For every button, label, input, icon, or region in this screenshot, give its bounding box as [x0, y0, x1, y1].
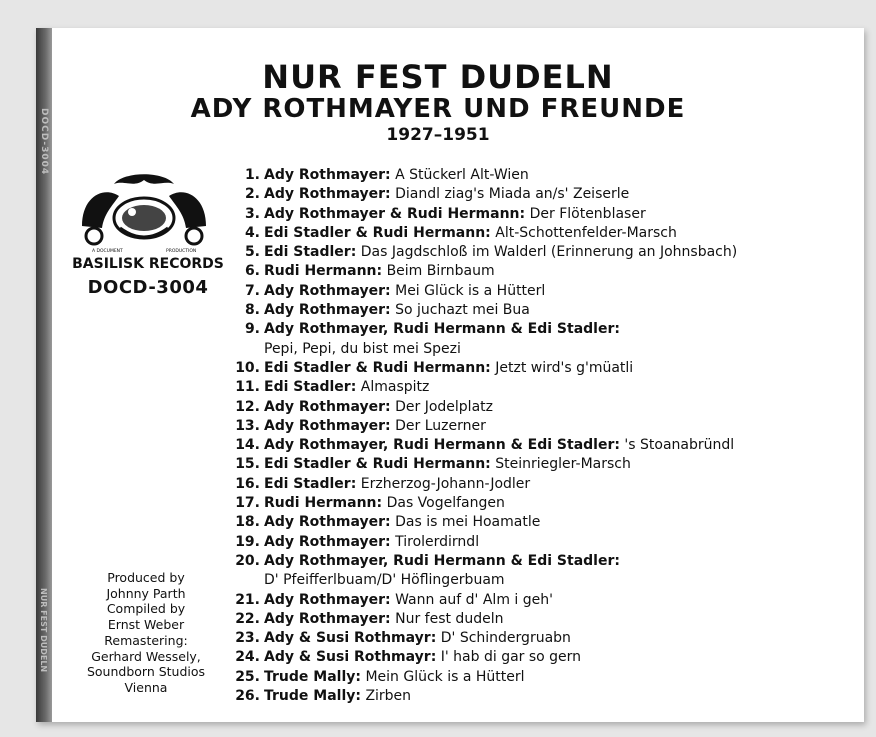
- track-artist: Rudi Hermann:: [264, 263, 383, 280]
- track-artist: Rudi Hermann:: [264, 495, 383, 512]
- track-artist: Ady Rothmayer:: [264, 514, 391, 531]
- track-title: Beim Birnbaum: [386, 263, 495, 280]
- track-title: Das is mei Hoamatle: [395, 514, 541, 531]
- track-title: Tirolerdirndl: [395, 533, 480, 550]
- track-title: Der Jodelplatz: [395, 398, 493, 415]
- track-number: 1.: [244, 167, 260, 183]
- track-number: 11.: [235, 379, 260, 396]
- track-artist: Ady Rothmayer:: [264, 533, 391, 550]
- credit-line: Vienna: [124, 679, 168, 695]
- track-row: [226, 629, 846, 648]
- track-title: Der Flötenblaser: [529, 205, 646, 222]
- track-row: [226, 301, 846, 320]
- track-row: [226, 398, 846, 417]
- track-artist: Ady Rothmayer & Rudi Hermann:: [264, 205, 526, 222]
- credit-line: Ernst Weber: [107, 617, 185, 633]
- track-number: 7.: [244, 282, 260, 299]
- track-row: [226, 475, 846, 494]
- track-artist: Edi Stadler:: [264, 475, 357, 492]
- track-row: [226, 552, 846, 571]
- track-body: [264, 224, 677, 243]
- track-row: [226, 533, 846, 552]
- track-row: [226, 513, 846, 532]
- track-artist: Ady Rothmayer:: [264, 282, 391, 299]
- track-title: So juchazt mei Bua: [395, 302, 530, 319]
- track-row: [226, 185, 846, 204]
- track-title: 's Stoanabründl: [624, 437, 735, 454]
- track-artist: Trude Mally:: [264, 668, 361, 685]
- spine-album-title: NUR FEST DUDELN: [39, 588, 48, 673]
- track-title: Mei Glück is a Hütterl: [395, 282, 546, 299]
- credit-line: Remastering:: [104, 632, 188, 648]
- track-row: [226, 378, 846, 397]
- track-number: 24.: [235, 649, 260, 666]
- track-artist: Ady Rothmayer:: [264, 610, 391, 627]
- track-row: [226, 494, 846, 513]
- track-number: 6.: [244, 263, 260, 280]
- track-body: [264, 398, 493, 417]
- track-row: [226, 417, 846, 436]
- track-artist: Ady Rothmayer, Rudi Hermann & Edi Stadler:: [264, 437, 620, 454]
- track-artist: Ady Rothmayer:: [264, 186, 391, 203]
- track-title: Alt-Schottenfelder-Marsch: [495, 224, 677, 241]
- track-artist: Edi Stadler & Rudi Hermann:: [264, 456, 491, 473]
- track-title-continued: D' Pfeifferlbuam/D' Höflingerbuam: [264, 572, 505, 589]
- track-title: Erzherzog-Johann-Jodler: [360, 475, 531, 492]
- track-number: 25.: [235, 668, 260, 685]
- track-title: Jetzt wird's g'müatli: [495, 359, 634, 376]
- track-artist: Ady Rothmayer:: [264, 167, 391, 183]
- logo-caption-right: PRODUCTION: [166, 249, 197, 254]
- track-title: Das Vogelfangen: [386, 495, 505, 512]
- track-artist: Ady Rothmayer:: [264, 591, 391, 608]
- logo-caption-left: A DOCUMENT: [92, 249, 123, 254]
- track-row: [226, 668, 846, 687]
- track-row: [226, 243, 846, 262]
- track-body: [264, 301, 530, 320]
- credit-line: Johnny Parth: [106, 585, 186, 601]
- track-number: 21.: [235, 591, 260, 608]
- track-body: [264, 320, 620, 339]
- track-row: [226, 648, 846, 667]
- track-number: 10.: [235, 359, 260, 376]
- credit-line: Soundborn Studios: [86, 664, 206, 680]
- track-body: [264, 629, 571, 648]
- track-title: Der Luzerner: [395, 417, 486, 434]
- track-title: Mein Glück is a Hütterl: [365, 668, 525, 685]
- catalog-number: DOCD-3004: [87, 277, 209, 298]
- track-artist: Edi Stadler:: [264, 244, 357, 261]
- track-artist: Edi Stadler:: [264, 379, 357, 396]
- track-row: [226, 282, 846, 301]
- track-artist: Ady Rothmayer, Rudi Hermann & Edi Stadler:: [264, 552, 620, 569]
- track-body: [264, 455, 631, 474]
- track-artist: Ady & Susi Rothmayr:: [264, 649, 437, 666]
- track-number: 13.: [235, 417, 260, 434]
- spine-title: [39, 588, 48, 672]
- track-row: [226, 591, 846, 610]
- track-artist: Ady & Susi Rothmayr:: [264, 630, 437, 647]
- track-number: 17.: [235, 495, 260, 512]
- track-title: Wann auf d' Alm i geh': [395, 591, 553, 608]
- track-number: 15.: [235, 456, 260, 473]
- track-artist: Ady Rothmayer, Rudi Hermann & Edi Stadler:: [264, 321, 620, 338]
- track-row: [226, 436, 846, 455]
- track-number: 26.: [235, 688, 260, 705]
- track-body: [264, 359, 633, 378]
- track-number: 14.: [235, 437, 260, 454]
- track-body: [264, 475, 530, 494]
- track-artist: Edi Stadler & Rudi Hermann:: [264, 224, 491, 241]
- credit-line: Compiled by: [106, 601, 186, 617]
- track-body: [264, 282, 545, 301]
- track-title: A Stückerl Alt-Wien: [395, 167, 529, 183]
- track-row: [226, 610, 846, 629]
- album-subtitle: ADY ROTHMAYER UND FREUNDE: [190, 94, 686, 124]
- track-title: I' hab di gar so gern: [440, 649, 582, 666]
- track-list: [226, 166, 846, 706]
- track-number: 18.: [235, 514, 260, 531]
- track-body: [264, 417, 486, 436]
- spine-catalog: DOCD-3004: [39, 108, 49, 176]
- track-title: Nur fest dudeln: [395, 610, 504, 627]
- track-number: 20.: [235, 552, 260, 569]
- track-body: [264, 436, 734, 455]
- credit-line: Produced by: [107, 570, 185, 585]
- track-title: Zirben: [365, 688, 412, 705]
- track-artist: Edi Stadler & Rudi Hermann:: [264, 359, 491, 376]
- track-number: 16.: [235, 475, 260, 492]
- track-body: [264, 185, 629, 204]
- album-title: NUR FEST DUDELN: [262, 58, 614, 96]
- track-body: [264, 591, 553, 610]
- track-row: [226, 166, 846, 185]
- track-title: Das Jagdschloß im Walderl (Erinnerung an Johnsbach): [360, 244, 738, 261]
- track-body: [264, 687, 411, 706]
- track-body: [264, 668, 525, 687]
- track-artist: Ady Rothmayer:: [264, 417, 391, 434]
- track-row: [226, 359, 846, 378]
- track-body: [264, 648, 581, 667]
- track-title: Steinriegler-Marsch: [495, 456, 631, 473]
- track-body: [264, 243, 737, 262]
- track-body: [264, 262, 495, 281]
- track-number: 12.: [235, 398, 260, 415]
- track-row: [226, 455, 846, 474]
- track-body: [264, 533, 479, 552]
- track-body: [264, 494, 505, 513]
- track-artist: Trude Mally:: [264, 688, 361, 705]
- track-row: [226, 205, 846, 224]
- track-row: [226, 320, 846, 339]
- track-title: Diandl ziag's Miada an/s' Zeiserle: [395, 186, 630, 203]
- track-number: 3.: [244, 205, 260, 222]
- track-artist: Ady Rothmayer:: [264, 302, 391, 319]
- track-body: [264, 378, 429, 397]
- track-body: [264, 610, 503, 629]
- track-number: 9.: [244, 321, 260, 338]
- track-number: 19.: [235, 533, 260, 550]
- track-row: [226, 224, 846, 243]
- track-number: 5.: [244, 244, 260, 261]
- credit-line: Gerhard Wessely,: [91, 648, 201, 664]
- track-row: [226, 687, 846, 706]
- track-body: [264, 552, 620, 571]
- album-years: 1927–1951: [386, 125, 490, 145]
- track-number: 23.: [235, 630, 260, 647]
- track-row: [226, 262, 846, 281]
- track-artist: Ady Rothmayer:: [264, 398, 391, 415]
- record-label-name: BASILISK RECORDS: [72, 256, 224, 272]
- track-title: D' Schindergruabn: [440, 630, 571, 647]
- track-body: [264, 166, 529, 185]
- track-number: 4.: [244, 224, 260, 241]
- basilisk-logo: [74, 166, 214, 256]
- track-title: Almaspitz: [360, 379, 430, 396]
- track-number: 2.: [244, 186, 260, 203]
- track-number: 8.: [244, 302, 260, 319]
- track-body: [264, 513, 540, 532]
- track-title-continued: Pepi, Pepi, du bist mei Spezi: [264, 340, 461, 357]
- track-body: [264, 205, 646, 224]
- track-number: 22.: [235, 610, 260, 627]
- production-credits: [76, 570, 216, 696]
